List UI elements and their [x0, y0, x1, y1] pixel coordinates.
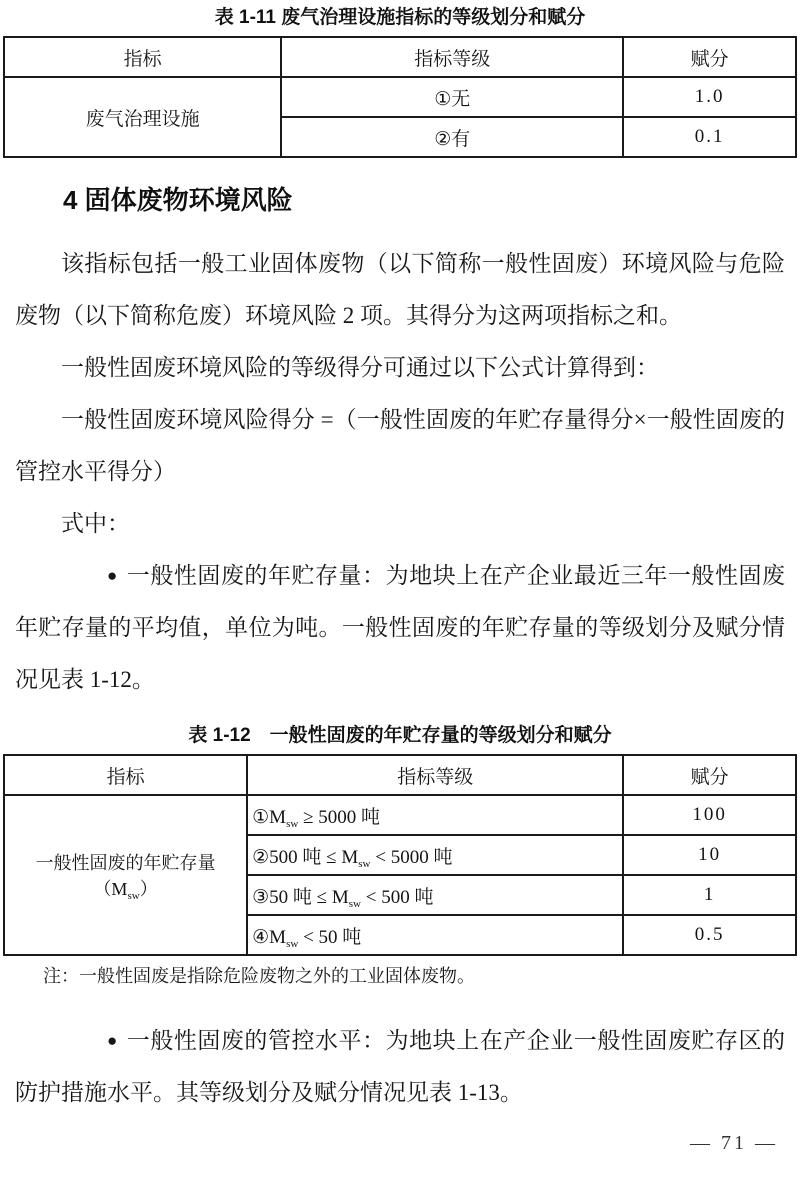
score-cell: 10 — [623, 835, 796, 875]
indicator-text: ） — [139, 879, 158, 899]
level-text: < 5000 吨 — [370, 846, 453, 868]
body-paragraph: 该指标包括一般工业固体废物（以下简称一般性固废）环境风险与危险废物（以下简称危废）环境风险 2 项。其得分为这两项指标之和。 — [15, 251, 785, 328]
body-paragraph: 式中： — [61, 511, 130, 536]
score-cell: 100 — [623, 795, 796, 835]
formula-paragraph: 一般性固废环境风险得分 =（一般性固废的年贮存量得分×一般性固废的管控水平得分） — [15, 407, 785, 484]
score-cell: 1.0 — [623, 77, 796, 117]
level-cell — [247, 835, 623, 875]
score-cell: 0.5 — [623, 915, 796, 955]
level-text: < 50 吨 — [298, 926, 362, 948]
level-cell — [247, 875, 623, 915]
table-1-11 — [3, 36, 797, 158]
level-cell — [247, 795, 623, 835]
table-header-row — [4, 755, 796, 795]
level-cell: ②有 — [281, 117, 623, 157]
page-number: — 71 — — [690, 1132, 778, 1154]
section-heading: 4 固体废物环境风险 — [63, 185, 293, 215]
msw-subscript: sw — [286, 817, 299, 830]
level-text: < 500 吨 — [360, 886, 434, 908]
table-1-12 — [3, 754, 797, 956]
table-note: 注：一般性固废是指除危险废物之外的工业固体废物。 — [43, 966, 475, 986]
msw-subscript: sw — [286, 937, 299, 950]
bullet-icon: ● — [107, 566, 118, 585]
table2-caption: 表 1-12 一般性固废的年贮存量的等级划分和赋分 — [188, 725, 612, 746]
bullet-paragraph — [15, 550, 785, 706]
msw-subscript: sw — [127, 890, 140, 902]
body-text-block — [0, 238, 800, 706]
indicator-cell — [4, 795, 247, 955]
score-cell: 0.1 — [623, 117, 796, 157]
table-header-row — [4, 37, 796, 77]
column-header-score: 赋分 — [623, 37, 796, 77]
table-row — [4, 795, 796, 835]
bullet-icon: ● — [107, 1031, 118, 1050]
bullet-text: 一般性固废的年贮存量：为地块上在产企业最近三年一般性固废年贮存量的平均值，单位为吨。一般性固废的年贮存量的等级划分及赋分情况见表 1-12。 — [15, 563, 785, 692]
level-cell — [247, 915, 623, 955]
body-paragraph: 一般性固废环境风险的等级得分可通过以下公式计算得到： — [61, 355, 659, 380]
level-text: ④M — [252, 926, 287, 948]
table1-caption: 表 1-11 废气治理设施指标的等级划分和赋分 — [214, 7, 586, 28]
level-cell: ①无 — [281, 77, 623, 117]
table-row — [4, 77, 796, 117]
bullet-text: 一般性固废的管控水平：为地块上在产企业一般性固废贮存区的防护措施水平。其等级划分及赋分情况见表 1-13。 — [15, 1028, 785, 1105]
body-text-block — [0, 1015, 800, 1119]
level-text: ②500 吨 ≤ M — [252, 846, 359, 868]
column-header-score: 赋分 — [623, 755, 796, 795]
bullet-paragraph — [15, 1015, 785, 1119]
score-cell: 1 — [623, 875, 796, 915]
column-header-level: 指标等级 — [281, 37, 623, 77]
level-text: ①M — [252, 806, 287, 828]
column-header-indicator: 指标 — [4, 37, 281, 77]
msw-subscript: sw — [348, 897, 361, 910]
level-text: ③50 吨 ≤ M — [252, 886, 349, 908]
indicator-cell: 废气治理设施 — [4, 77, 281, 157]
level-text: ≥ 5000 吨 — [298, 806, 380, 828]
indicator-text: 一般性固废的年贮存量（M — [35, 853, 216, 899]
msw-subscript: sw — [358, 857, 371, 870]
column-header-level: 指标等级 — [247, 755, 623, 795]
column-header-indicator: 指标 — [4, 755, 247, 795]
